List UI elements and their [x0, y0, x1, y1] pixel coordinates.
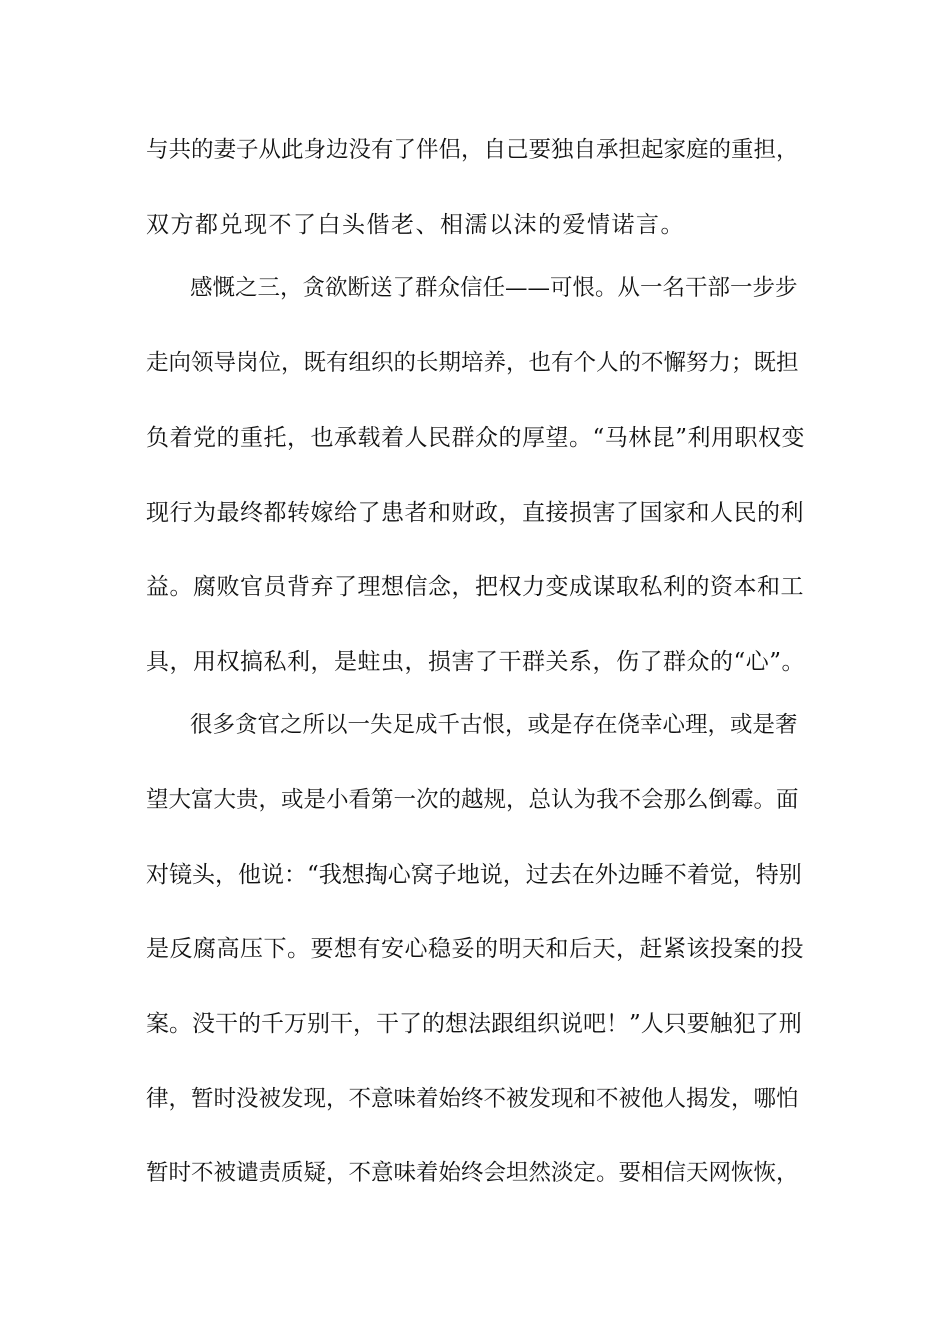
text-line: 现行为最终都转嫁给了患者和财政，直接损害了国家和人民的利 [146, 500, 804, 526]
text-line: 具，用权搞私利，是蛀虫，损害了干群关系，伤了群众的“心”。 [146, 649, 806, 675]
text-line: 是反腐高压下。要想有安心稳妥的明天和后天，赶紧该投案的投 [146, 936, 804, 962]
paragraph-start-line: 很多贪官之所以一失足成千古恨，或是存在侥幸心理，或是奢 [190, 712, 798, 738]
text-line: 与共的妻子从此身边没有了伴侣，自己要独自承担起家庭的重担， [146, 137, 799, 163]
text-line: 双方都兑现不了白头偕老、相濡以沫的爱情诺言。 [146, 212, 685, 238]
text-line: 暂时不被谴责质疑，不意味着始终会坦然淡定。要相信天网恢恢， [146, 1160, 799, 1186]
text-line: 律，暂时没被发现，不意味着始终不被发现和不被他人揭发，哪怕 [146, 1086, 799, 1112]
text-line: 走向领导岗位，既有组织的长期培养，也有个人的不懈努力；既担 [146, 350, 799, 376]
text-line: 案。没干的千万别干，干了的想法跟组织说吧！”人只要触犯了刑 [146, 1011, 802, 1037]
text-line: 负着党的重托，也承载着人民群众的厚望。“马林昆”利用职权变 [146, 425, 806, 451]
paragraph-start-line: 感慨之三，贪欲断送了群众信任——可恨。从一名干部一步步 [190, 275, 798, 301]
text-line: 望大富大贵，或是小看第一次的越规，总认为我不会那么倒霉。面 [146, 787, 799, 813]
text-line: 益。腐败官员背弃了理想信念，把权力变成谋取私利的资本和工 [146, 574, 804, 600]
text-line: 对镜头，他说：“我想掏心窝子地说，过去在外边睡不着觉，特别 [146, 862, 802, 888]
